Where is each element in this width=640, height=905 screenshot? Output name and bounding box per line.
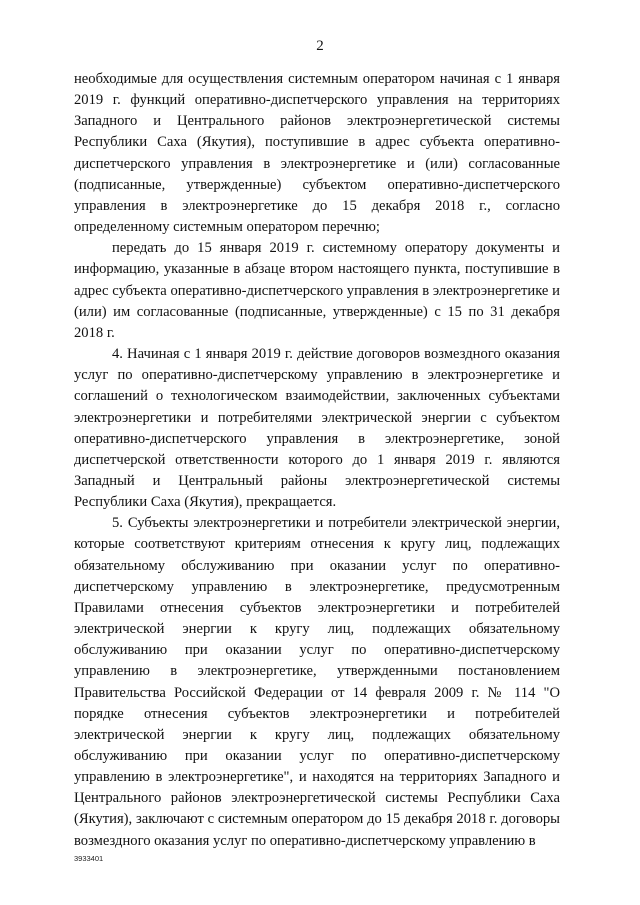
document-code: 3933401	[74, 854, 104, 863]
paragraph-item-4: 4. Начиная с 1 января 2019 г. действие договоров возмездного оказания услуг по оперативно-диспетчерскому управлению в электроэнергетике и соглашений о технологическом взаимодействии, заключенных субъектами электроэнергетики и потребителями электрической энергии с субъектом оперативно-диспетчерского управления в электроэнергетике, зоной диспетчерской ответственности которого до 1 января 2019 г. являются Западный и Центральный районы электроэнергетической системы Республики Саха (Якутия), прекращается.	[74, 346, 560, 511]
document-body	[74, 69, 560, 852]
paragraph-item-5: 5. Субъекты электроэнергетики и потребители электрической энергии, которые соответствуют критериям отнесения к кругу лиц, подлежащих обязательному обслуживанию при оказании услуг по оперативно-диспетчерскому управлению в электроэнергетике, предусмотренным Правилами отнесения субъектов электроэнергетики и потребителей электрической энергии к кругу лиц, подлежащих обязательному обслуживанию при оказании услуг по оперативно-диспетчерскому управлению в электроэнергетике, утвержденными постановлением Правительства Российской Федерации от 14 февраля 2009 г. № 114 "О порядке отнесения субъектов электроэнергетики и потребителей электрической энергии к кругу лиц, подлежащих обязательному обслуживанию при оказании услуг по оперативно-диспетчерскому управлению в электроэнергетике", и находятся на территориях Западного и Центрального районов электроэнергетической системы Республики Саха (Якутия), заключают с системным оператором до 15 декабря 2018 г. договоры возмездного оказания услуг по оперативно-диспетчерскому управлению в	[74, 515, 560, 849]
paragraph-transfer-documents: передать до 15 января 2019 г. системному оператору документы и информацию, указанные в абзаце втором настоящего пункта, поступившие в адрес субъекта оперативно-диспетчерского управления в электроэнергетике и (или) им согласованные (подписанные, утвержденные) с 15 по 31 декабря 2018 г.	[74, 240, 560, 341]
paragraph-continuation: необходимые для осуществления системным оператором начиная с 1 января 2019 г. функций оперативно-диспетчерского управления на территориях Западного и Центрального районов электроэнергетической системы Республики Саха (Якутия), поступившие в адрес субъекта оперативно-диспетчерского управления в электроэнергетике и (или) согласованные (подписанные, утвержденные) субъектом оперативно-диспетчерского управления в электроэнергетике до 15 декабря 2018 г., согласно определенному системным оператором перечню;	[74, 71, 560, 236]
page-number: 2	[316, 38, 324, 54]
